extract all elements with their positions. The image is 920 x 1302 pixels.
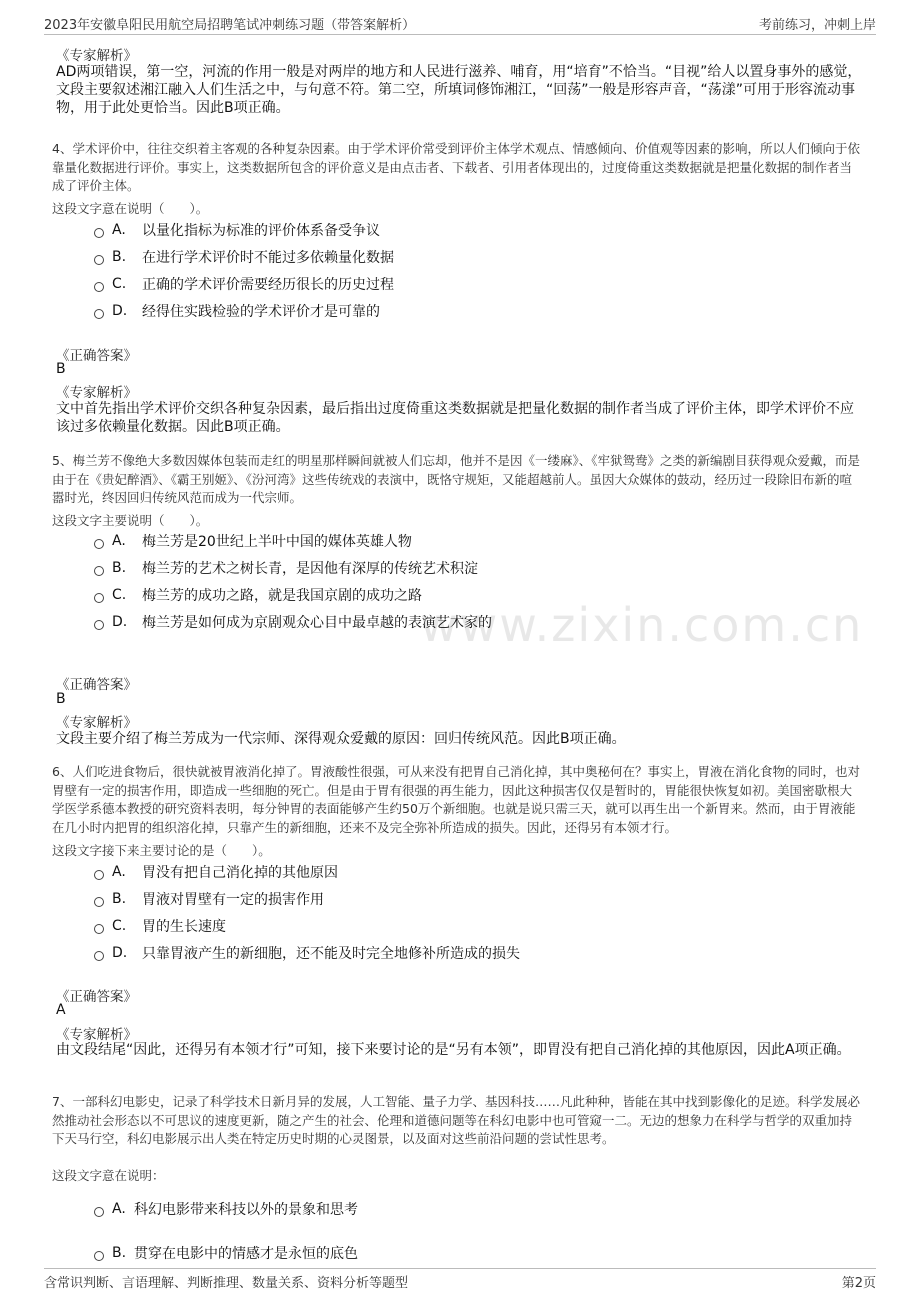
header-slogan: 考前练习，冲刺上岸 [758,18,876,33]
answer-4: B [56,361,66,377]
explanation-5: 文段主要介绍了梅兰芳成为一代宗师、深得观众爱戴的原因：回归传统风范。因此B项正确。 [56,731,626,747]
option-letter: B. [112,1245,127,1261]
radio-icon[interactable] [94,282,104,292]
option-letter: A. [112,533,126,549]
explanation-text: AD两项错误，第一空，河流的作用一般是对两岸的地方和人民进行滋养、哺育，用“培育”不恰当。“目视”给人以置身事外的感觉，文段主要叙述湘江融入人们生活之中，与句意不符。第二空，所填词修饰湘江，“回荡”一般是形容声音，“荡漾”可用于形容流动事物，用于此处更恰当。因此B项正确。 [56,64,862,116]
option-text: 科幻电影带来科技以外的景象和思考 [134,1202,358,1218]
radio-icon[interactable] [94,593,104,603]
option-letter: A. [112,1201,126,1217]
header-divider [44,34,876,35]
option-text: 以量化指标为标准的评价体系备受争议 [142,223,380,239]
option-6b[interactable] [94,889,324,909]
question-ask-7: 这段文字意在说明： [52,1168,165,1183]
option-text: 在进行学术评价时不能过多依赖量化数据 [142,250,394,266]
radio-icon[interactable] [94,897,104,907]
option-7a[interactable] [94,1199,358,1219]
radio-icon[interactable] [94,924,104,934]
radio-icon[interactable] [94,566,104,576]
option-4b[interactable] [94,247,394,267]
explanation-4: 文中首先指出学术评价交织各种复杂因素，最后指出过度倚重这类数据就是把量化数据的制作者当成了评价主体，即学术评价不应该过多依赖量化数据。因此B项正确。 [56,401,854,435]
option-4c[interactable] [94,274,394,294]
expert-label-5: 《专家解析》 [56,715,137,731]
option-6a[interactable] [94,862,338,882]
option-letter: A. [112,864,126,880]
option-letter: D. [112,945,128,961]
answer-label-6: 《正确答案》 [56,989,137,1005]
page-number: 第2页 [841,1276,876,1291]
radio-icon[interactable] [94,1207,104,1217]
option-text: 胃没有把自己消化掉的其他原因 [142,865,338,881]
question-stem-4: 4、学术评价中，往往交织着主客观的各种复杂因素。由于学术评价常受到评价主体学术观点、情感倾向、价值观等因素的影响，所以人们倾向于依靠量化数据进行评价。事实上，这类数据所包含的评价意义是由点击者、下载者、引用者体现出的，过度倚重这类数据就是把量化数据的制作者当成了评价主体。 [52,141,860,193]
option-letter: A. [112,222,126,238]
option-letter: C. [112,276,127,292]
option-text: 梅兰芳是如何成为京剧观众心目中最卓越的表演艺术家的 [142,615,492,631]
option-text: 胃的生长速度 [142,919,226,935]
radio-icon[interactable] [94,255,104,265]
footer-note: 含常识判断、言语理解、判断推理、数量关系、资料分析等题型 [44,1276,409,1291]
watermark: www.zixin.com.cn [420,598,864,652]
option-letter: C. [112,587,127,603]
expert-label: 《专家解析》 [56,48,137,64]
option-text: 梅兰芳是20世纪上半叶中国的媒体英雄人物 [142,534,412,550]
option-text: 胃液对胃壁有一定的损害作用 [142,892,324,908]
radio-icon[interactable] [94,870,104,880]
question-ask-6: 这段文字接下来主要讨论的是（ ）。 [52,843,271,858]
option-letter: B. [112,249,127,265]
question-stem-7: 7、一部科幻电影史，记录了科学技术日新月异的发展，人工智能、量子力学、基因科技……凡此种种，皆能在其中找到影像化的足迹。科学发展必然推动社会形态以不可思议的速度更新，随之产生的社会、伦理和道德问题等在科幻电影中也可管窥一二。无边的想象力在科学与哲学的双重加持下天马行空，科幻电影展示出人类在特定历史时期的心灵图景，以及面对这些前沿问题的尝试性思考。 [52,1094,860,1146]
option-letter: D. [112,614,128,630]
explanation-6: 由文段结尾“因此，还得另有本领才行”可知，接下来要讨论的是“另有本领”，即胃没有把自己消化掉的其他原因，因此A项正确。 [56,1042,851,1058]
answer-label-5: 《正确答案》 [56,677,137,693]
option-4a[interactable] [94,220,380,240]
question-stem-5: 5、梅兰芳不像绝大多数因媒体包装而走红的明星那样瞬间就被人们忘却，他并不是因《一缕麻》、《牢狱鸳鸯》之类的新编剧目获得观众爱戴，而是由于在《贵妃醉酒》、《霸王别姬》、《汾河湾》这些传统戏的表演中，既恪守规矩，又能超越前人。虽因大众媒体的鼓动，经历过一段除旧布新的喧嚣时光，终因回归传统风范而成为一代宗师。 [52,453,860,505]
option-6d[interactable] [94,943,520,963]
radio-icon[interactable] [94,620,104,630]
expert-label-6: 《专家解析》 [56,1027,137,1043]
footer-divider [44,1268,876,1269]
option-letter: B. [112,560,127,576]
header-title: 2023年安徽阜阳民用航空局招聘笔试冲刺练习题（带答案解析） [44,18,416,33]
option-5d[interactable] [94,612,492,632]
answer-5: B [56,691,66,707]
option-letter: C. [112,918,127,934]
option-text: 只靠胃液产生的新细胞，还不能及时完全地修补所造成的损失 [142,946,520,962]
question-stem-6: 6、人们吃进食物后，很快就被胃液消化掉了。胃液酸性很强，可从来没有把胃自己消化掉，其中奥秘何在？事实上，胃液在消化食物的同时，也对胃壁有一定的损害作用，即造成一些细胞的死亡。但是由于胃有很强的再生能力，因此这种损害仅仅是暂时的，胃能很快恢复如初。美国密歇根大学医学系德本教授的研究资料表明，每分钟胃的表面能够产生约50万个新细胞。也就是说只需三天，就可以再生出一个新胃来。然而，由于胃液能在几小时内把胃的组织溶化掉，只靠产生的新细胞，还来不及完全弥补所造成的损失。因此，还得另有本领才行。 [52,764,860,835]
radio-icon[interactable] [94,228,104,238]
question-ask-4: 这段文字意在说明（ ）。 [52,201,209,216]
option-text: 梅兰芳的艺术之树长青，是因他有深厚的传统艺术积淀 [142,561,478,577]
page-header [0,0,920,36]
option-text: 经得住实践检验的学术评价才是可靠的 [142,304,380,320]
option-letter: B. [112,891,127,907]
option-5c[interactable] [94,585,422,605]
radio-icon[interactable] [94,1251,104,1261]
answer-6: A [56,1002,66,1018]
option-4d[interactable] [94,301,380,321]
radio-icon[interactable] [94,309,104,319]
answer-label-4: 《正确答案》 [56,348,137,364]
option-6c[interactable] [94,916,226,936]
option-text: 梅兰芳的成功之路，就是我国京剧的成功之路 [142,588,422,604]
question-ask-5: 这段文字主要说明（ ）。 [52,513,209,528]
option-5a[interactable] [94,531,412,551]
option-text: 贯穿在电影中的情感才是永恒的底色 [134,1246,358,1262]
radio-icon[interactable] [94,951,104,961]
option-5b[interactable] [94,558,478,578]
option-7b[interactable] [94,1243,358,1263]
radio-icon[interactable] [94,539,104,549]
expert-label-4: 《专家解析》 [56,385,137,401]
option-text: 正确的学术评价需要经历很长的历史过程 [142,277,394,293]
option-letter: D. [112,303,128,319]
